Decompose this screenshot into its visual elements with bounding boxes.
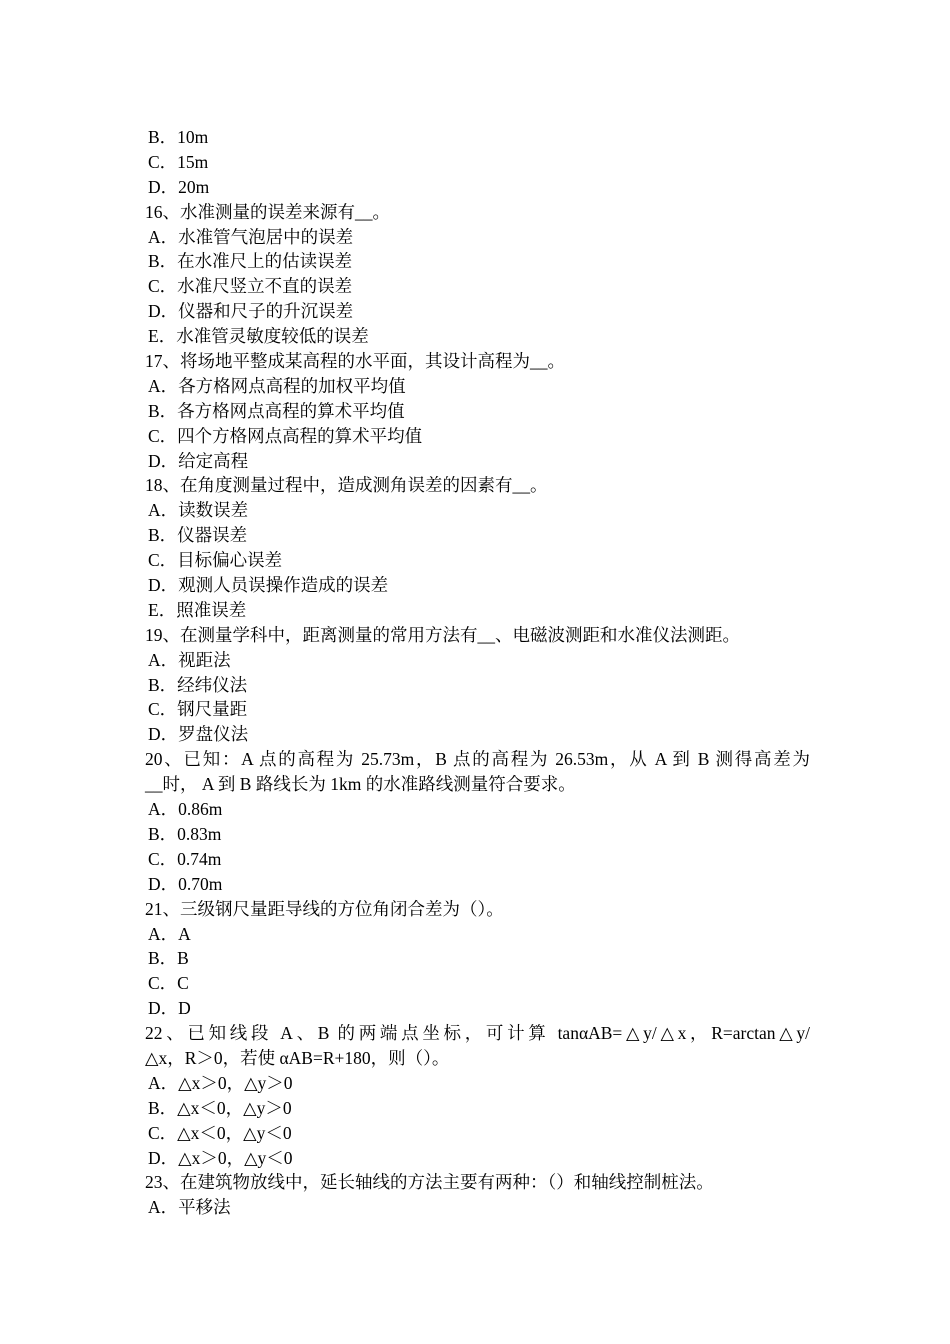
answer-option: B．在水准尺上的估读误差	[148, 251, 353, 272]
answer-option: C．钢尺量距	[148, 699, 248, 720]
question-text: 20、已知：A 点的高程为 25.73m，B 点的高程为 26.53m，从 A 到 B 测得高差为	[145, 749, 810, 770]
document-page	[145, 125, 810, 1220]
answer-option: A．0.86m	[148, 799, 223, 820]
answer-option: C．目标偏心误差	[148, 550, 283, 571]
answer-option: A．平移法	[148, 1197, 231, 1218]
answer-option: C．△x＜0，△y＜0	[148, 1122, 292, 1143]
answer-option: D．D	[148, 998, 191, 1019]
answer-option: E．水准管灵敏度较低的误差	[148, 326, 369, 347]
answer-option: B．10m	[148, 127, 209, 147]
answer-option: B．B	[148, 948, 189, 969]
question-text: 21、三级钢尺量距导线的方位角闭合差为（）。	[145, 898, 504, 919]
question-text: __时， A 到 B 路线长为 1km 的水准路线测量符合要求。	[145, 774, 576, 795]
answer-option: D．给定高程	[148, 450, 249, 471]
question-text: 19、在测量学科中，距离测量的常用方法有__、电磁波测距和水准仪法测距。	[145, 624, 740, 645]
answer-option: D．0.70m	[148, 873, 223, 894]
question-text: 17、将场地平整成某高程的水平面，其设计高程为__。	[145, 351, 565, 372]
answer-option: B．经纬仪法	[148, 674, 248, 695]
answer-option: A．水准管气泡居中的误差	[148, 226, 354, 247]
answer-option: D．仪器和尺子的升沉误差	[148, 301, 354, 322]
answer-option: C．0.74m	[148, 848, 222, 869]
answer-option: D．罗盘仪法	[148, 724, 249, 745]
answer-option: A．△x＞0，△y＞0	[148, 1072, 293, 1093]
answer-option: B．各方格网点高程的算术平均值	[148, 400, 405, 421]
answer-option: C．水准尺竖立不直的误差	[148, 276, 353, 297]
question-text: △x，R＞0，若使 αAB=R+180，则（）。	[145, 1047, 450, 1068]
answer-option: D．观测人员误操作造成的误差	[148, 575, 389, 596]
answer-option: D．20m	[148, 176, 210, 197]
answer-option: A．视距法	[148, 649, 231, 670]
answer-option: B．△x＜0，△y＞0	[148, 1097, 292, 1118]
question-text: 22、已知线段 A、B 的两端点坐标，可计算 tanαAB=△y/△x，R=arctan△y/	[145, 1023, 810, 1044]
answer-option: B．仪器误差	[148, 525, 248, 546]
question-text: 18、在角度测量过程中，造成测角误差的因素有__。	[145, 475, 548, 496]
question-text: 16、水准测量的误差来源有__。	[145, 201, 390, 222]
answer-option: D．△x＞0，△y＜0	[148, 1147, 293, 1168]
answer-option: C．四个方格网点高程的算术平均值	[148, 425, 423, 446]
question-text: 23、在建筑物放线中，延长轴线的方法主要有两种：（）和轴线控制桩法。	[145, 1172, 714, 1193]
answer-option: A．读数误差	[148, 500, 249, 521]
answer-option: C．C	[148, 973, 189, 994]
answer-option: C．15m	[148, 151, 209, 172]
answer-option: A．各方格网点高程的加权平均值	[148, 375, 406, 396]
answer-option: A．A	[148, 923, 191, 944]
answer-option: E．照准误差	[148, 599, 247, 620]
answer-option: B．0.83m	[148, 823, 222, 844]
